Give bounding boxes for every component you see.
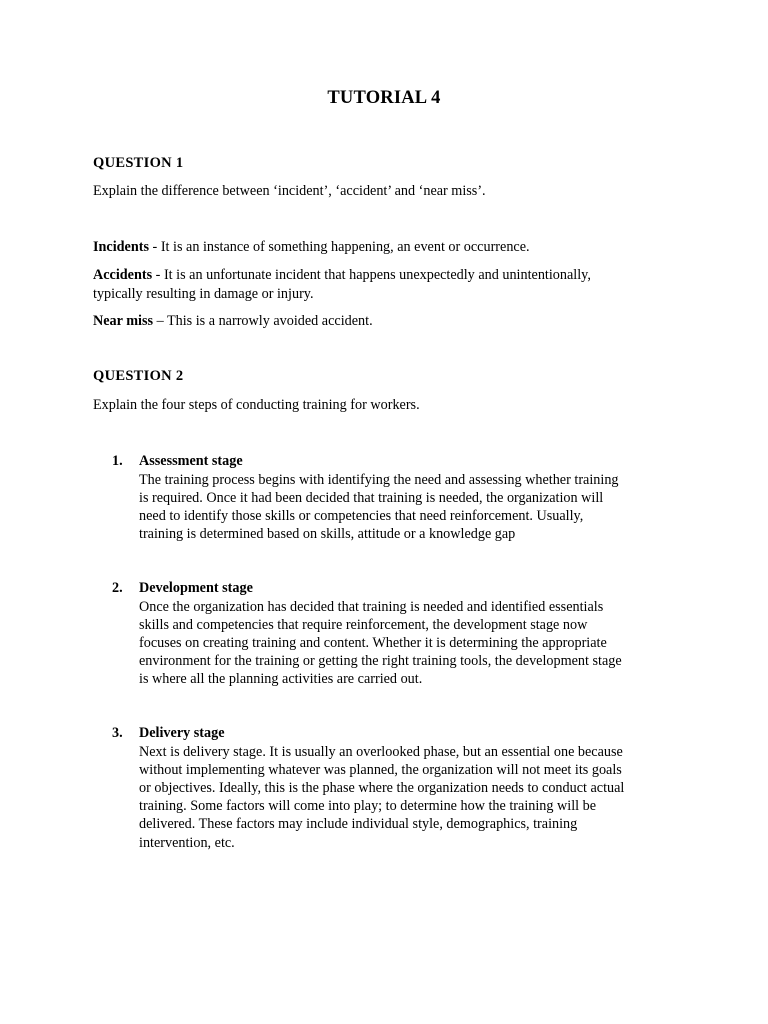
step-text-line: skills and competencies that require reinforcement, the development stage now [139,616,588,633]
definition-separator: – [153,313,167,329]
step-text-line: environment for the training or getting the right training tools, the development stage [139,653,622,670]
question-1-heading: QUESTION 1 [93,155,184,171]
step-number: 1. [112,453,123,469]
step-title: Delivery stage [139,725,225,741]
definition-separator: - [148,239,161,255]
question-1-prompt: Explain the difference between ‘incident’, ‘accident’ and ‘near miss’. [93,183,486,199]
step-text-line: focuses on creating training and content. Whether it is determining the appropriate [139,634,607,651]
step-title: Assessment stage [139,453,243,469]
step-text-line: Next is delivery stage. It is usually an overlooked phase, but an essential one because [139,743,623,760]
step-text-line: is required. Once it had been decided that training is needed, the organization will [139,489,604,506]
step-text-line: need to identify those skills or competencies that need reinforcement. Usually, [139,507,584,524]
definition-separator: - [152,267,164,283]
definition-term: Accidents [93,267,153,283]
definition-accidents [93,266,591,303]
step-number: 3. [112,725,123,741]
step-text-line: intervention, etc. [139,834,235,851]
step-text-line: delivered. These factors may include individual style, demographics, training [139,816,578,833]
step-number: 2. [112,580,123,596]
question-2-heading: QUESTION 2 [93,368,184,384]
step-text-line: Once the organization has decided that training is needed and identified essentials [139,598,604,615]
definition-near-miss [93,312,373,331]
step-text-line: training is determined based on skills, attitude or a knowledge gap [139,526,516,543]
step-text-line: is where all the planning activities are carried out. [139,671,423,688]
definition-incidents [93,238,530,257]
step-text-line: training. Some factors will come into play; to determine how the training will be [139,798,597,815]
step-text-line: or objectives. Ideally, this is the phase where the organization needs to conduct actual [139,779,625,796]
definition-text: It is an instance of something happening, an event or occurrence. [160,239,530,255]
definition-term: Incidents [93,239,149,255]
definition-text: This is a narrowly avoided accident. [166,313,373,329]
definition-text: It is an unfortunate incident that happens unexpectedly and unintentionally, [163,267,591,283]
step-text-line: The training process begins with identifying the need and assessing whether training [139,471,619,488]
document-title: TUTORIAL 4 [327,88,441,108]
question-2-prompt: Explain the four steps of conducting training for workers. [93,397,420,413]
step-title: Development stage [139,580,253,596]
definition-text-continued: typically resulting in damage or injury. [93,285,314,302]
step-text-line: without implementing whatever was planned, the organization will not meet its goals [139,761,622,778]
definition-term: Near miss [93,313,154,329]
